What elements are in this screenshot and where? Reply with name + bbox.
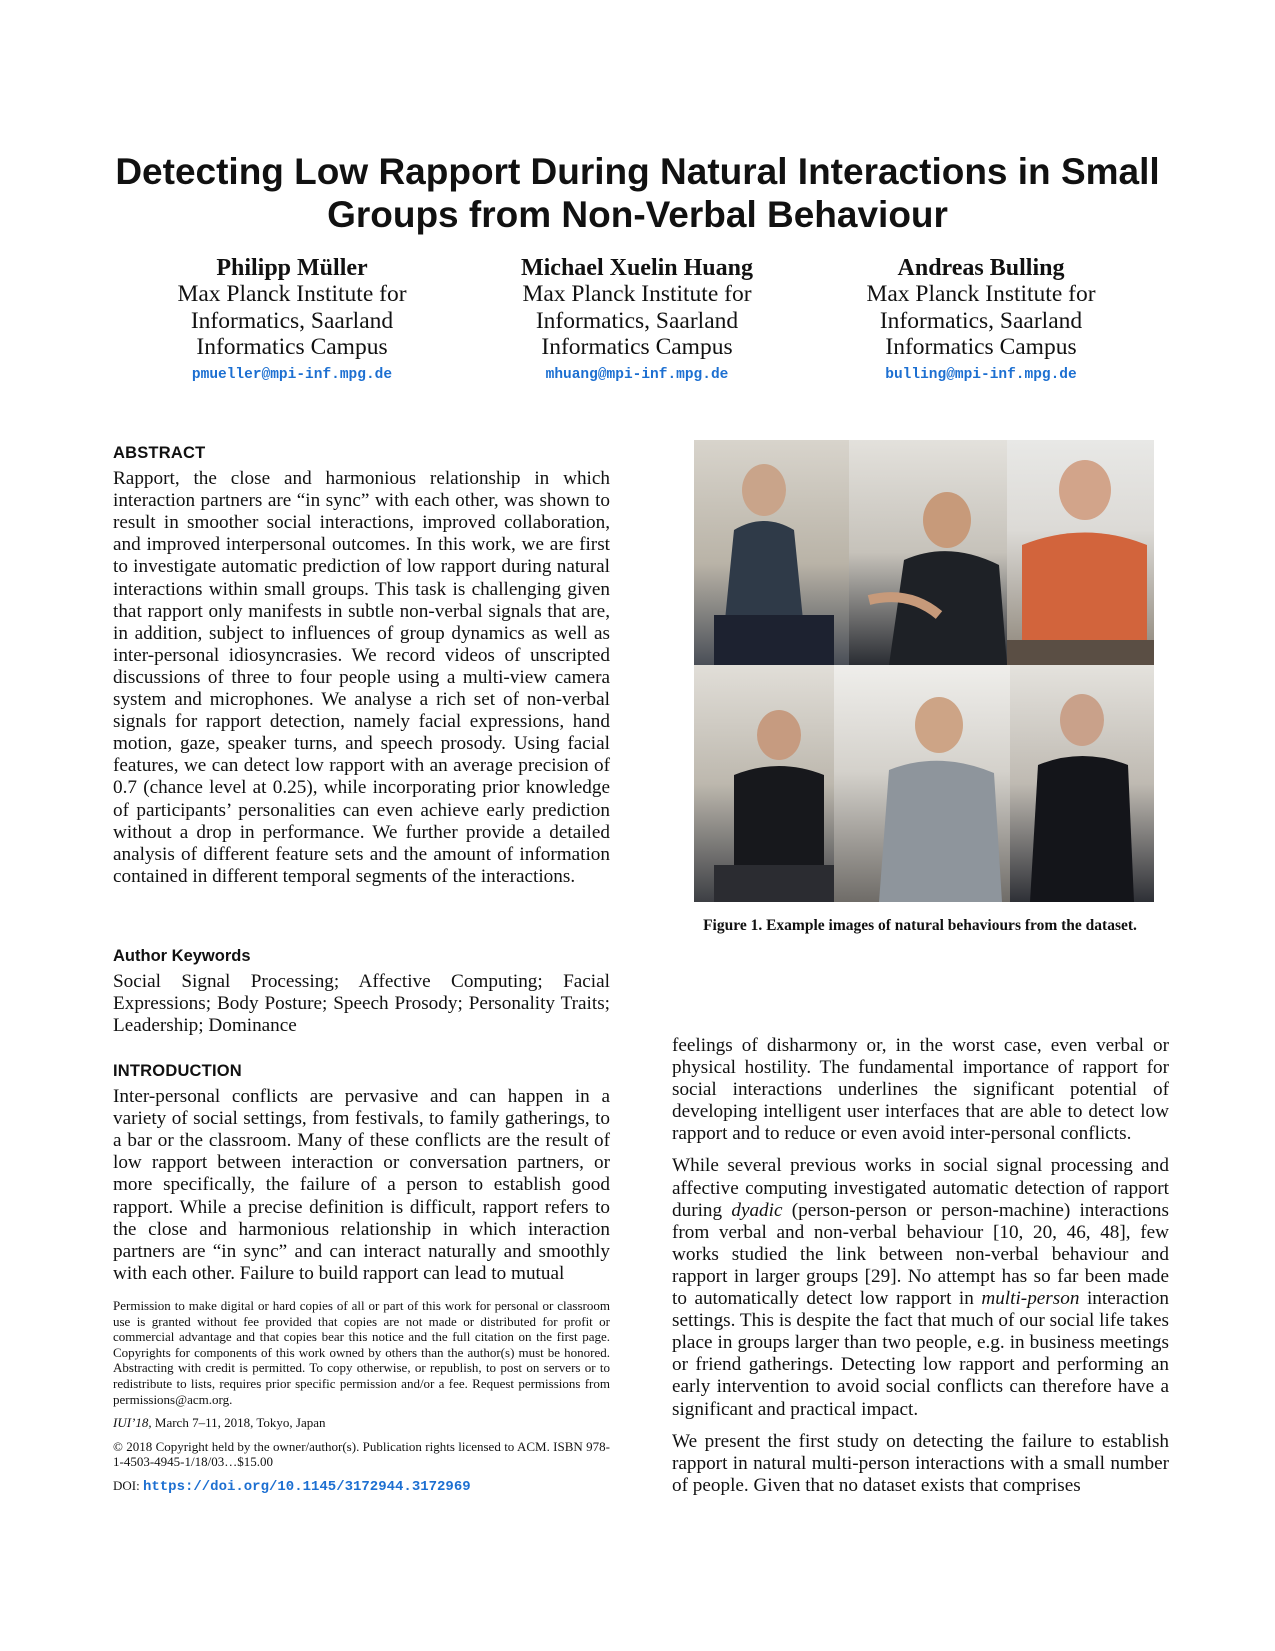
keywords-text: Social Signal Processing; Affective Computing; Facial Expressions; Body Posture; Speech Prosody; Personality Traits; Leadership; Dominance [113,971,610,1037]
author-name: Andreas Bulling [897,255,1065,281]
author-affiliation-line: Informatics, Saarland [190,307,394,334]
author-email-link[interactable]: pmueller@mpi-inf.mpg.de [191,366,393,383]
keywords-heading: Author Keywords [113,947,251,965]
photo-participant-1 [694,440,849,665]
figure-1-caption: Figure 1. Example images of natural behaviours from the dataset. [703,917,1137,934]
author-name: Philipp Müller [216,255,368,281]
author-2 [487,255,787,383]
author-affiliation-line: Informatics Campus [541,334,733,360]
introduction-section [113,1060,610,1285]
figure-1-image [694,440,1154,902]
emphasis-dyadic: dyadic [731,1199,783,1221]
author-email-link[interactable]: mhuang@mpi-inf.mpg.de [545,366,729,383]
paper-title: Detecting Low Rapport During Natural Interactions in Small Groups from Non-Verbal Behaviour [115,151,1160,235]
photo-participant-3 [1007,440,1154,665]
author-affiliation-line: Max Planck Institute for [866,281,1096,307]
author-3 [831,255,1131,383]
author-affiliation-line: Max Planck Institute for [522,281,752,307]
paragraph-fragment: interaction settings. This is despite the fact that much of our social life takes place in groups larger than two people, e.g. in business meetings or friend gatherings. Detecting low rapport and performing an early intervention to avoid social conflicts can therefore have a significant and practical impact. [672,1288,1169,1420]
author-affiliation-line: Max Planck Institute for [177,281,407,307]
emphasis-multi-person: multi-person [981,1288,1080,1310]
photo-participant-5 [834,665,1010,902]
venue-name: IUI’18, [113,1415,152,1431]
author-affiliation-line: Informatics, Saarland [879,307,1083,334]
person-silhouette-icon [694,440,849,665]
doi-line [113,1478,610,1496]
author-email-link[interactable]: bulling@mpi-inf.mpg.de [885,366,1077,383]
author-name: Michael Xuelin Huang [520,255,754,281]
person-silhouette-icon [849,440,1007,665]
abstract-heading: ABSTRACT [113,444,206,462]
author-affiliation-line: Informatics Campus [196,334,388,360]
person-silhouette-icon [694,665,834,902]
photo-participant-6 [1010,665,1154,902]
paragraph-fragment: While several previous works in social signal processing and affective computing investigated automatic detection of rapport during [672,1155,1169,1221]
person-silhouette-icon [1007,440,1154,665]
author-affiliation-line: Informatics Campus [885,334,1077,360]
venue-line [113,1415,610,1431]
person-silhouette-icon [1010,665,1154,902]
permission-text: Permission to make digital or hard copies of all or part of this work for personal or classroom use is granted without fee provided that copies are not made or distributed for profit or commercial advantage and that copies bear this notice and the full citation on the first page. Copyrights for components of this work owned by others than the author(s) must be honored. Abstracting with credit is permitted. To copy otherwise, or republish, to post on servers or to redistribute to lists, requires prior specific permission and/or a fee. Request permissions from permissions@acm.org. [113,1298,610,1407]
copyright-text: © 2018 Copyright held by the owner/author(s). Publication rights licensed to ACM. ISBN 978-1-4503-4945-1/18/03…$15.00 [113,1438,610,1470]
doi-label: DOI: [113,1477,143,1493]
introduction-text: Inter-personal conflicts are pervasive and can happen in a variety of social settings, from festivals, to family gatherings, to a bar or the classroom. Many of these conflicts are the result of low rapport between interaction or conversation partners, or more specifically, the failure of a person to establish good rapport. While a precise definition is difficult, rapport refers to the close and harmonious relationship in which interaction partners are “in sync” and can interact naturally and smoothly with each other. Failure to build rapport can lead to mutual [113,1086,610,1284]
right-column-text [672,1035,1169,1497]
abstract-text: Rapport, the close and harmonious relationship in which interaction partners are “in sync” with each other, was shown to result in smoother social interactions, improved collaboration, and improved interpersonal outcomes. In this work, we are first to investigate automatic prediction of low rapport during natural interactions within small groups. This task is challenging given that rapport only manifests in subtle non-verbal signals that are, in addition, subject to influences of group dynamics as well as inter-personal idiosyncrasies. We record videos of unscripted discussions of three to four people using a multi-view camera system and microphones. We analyse a rich set of non-verbal signals for rapport detection, namely facial expressions, hand motion, gaze, speaker turns, and speech prosody. Using facial features, we can detect low rapport with an average precision of 0.7 (chance level at 0.25), while incorporating prior knowledge of participants’ personalities can even achieve early prediction without a drop in performance. We further provide a detailed analysis of different feature sets and the amount of information contained in different temporal segments of the interactions. [113,468,610,887]
paragraph-fragment: (person-person or person-machine) interactions from verbal and non-verbal behaviour [10, 20, 46, 48], few works studied the link between non-verbal behaviour and rapport in larger groups [29]. No attempt has so far been made to automatically detect low rapport in [672,1199,1169,1310]
introduction-heading: INTRODUCTION [113,1062,242,1080]
doi-link[interactable]: https://doi.org/10.1145/3172944.3172969 [142,1478,471,1495]
permission-block [113,1298,610,1496]
abstract-section [113,442,610,888]
paragraph: We present the first study on detecting the failure to establish rapport in natural multi-person interactions with a small number of people. Given that no dataset exists that comprises [672,1430,1169,1496]
author-1 [142,255,442,383]
photo-participant-4 [694,665,834,902]
keywords-section [113,945,610,1037]
author-affiliation-line: Informatics, Saarland [535,307,739,334]
photo-participant-2 [849,440,1007,665]
venue-details: March 7–11, 2018, Tokyo, Japan [151,1415,326,1431]
person-silhouette-icon [834,665,1010,902]
paragraph: feelings of disharmony or, in the worst case, even verbal or physical hostility. The fundamental importance of rapport for social interactions underlines the significant potential of developing intelligent user interfaces that are able to detect low rapport and to reduce or even avoid inter-personal conflicts. [672,1035,1169,1145]
paragraph [672,1155,1169,1420]
